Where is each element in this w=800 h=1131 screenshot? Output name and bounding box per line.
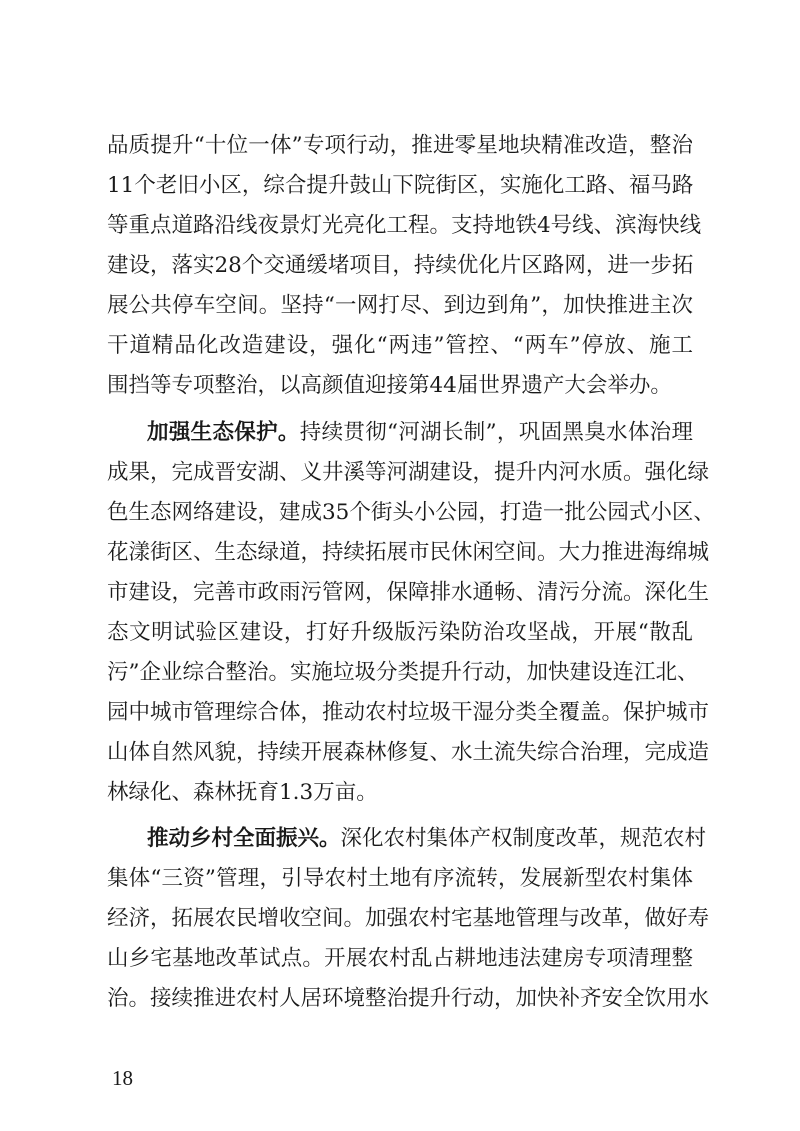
text-line: 11个老旧小区，综合提升鼓山下院街区，实施化工路、福马路 xyxy=(107,173,694,198)
text-line: 污”企业综合整治。实施垃圾分类提升行动，加快建设连江北、 xyxy=(107,660,699,685)
text-line: 花漾街区、生态绿道，持续拓展市民休闲空间。大力推进海绵城 xyxy=(107,540,710,565)
text-line: 品质提升“十位一体”专项行动，推进零星地块精准改造，整治 xyxy=(107,133,693,158)
text-line: 色生态网络建设，建成35个街头小公园，打造一批公园式小区、 xyxy=(107,500,715,525)
text-line: 林绿化、森林抚育1.3万亩。 xyxy=(107,780,378,805)
text-line: 态文明试验区建设，打好升级版污染防治攻坚战，开展“散乱 xyxy=(107,620,693,645)
text-line: 集体“三资”管理，引导农村土地有序流转，发展新型农村集体 xyxy=(107,866,693,891)
section-heading: 推动乡村全面振兴。 xyxy=(147,826,341,851)
text-span: 深化农村集体产权制度改革，规范农村 xyxy=(340,826,707,851)
text-span: 持续贯彻“河湖长制”，巩固黑臭水体治理 xyxy=(299,420,693,445)
text-line: 建设，落实28个交通缓堵项目，持续优化片区路网，进一步拓 xyxy=(107,253,694,278)
text-line: 园中城市管理综合体，推动农村垃圾干湿分类全覆盖。保护城市 xyxy=(107,700,710,725)
text-line: 治。接续推进农村人居环境整治提升行动，加快补齐安全饮用水 xyxy=(107,986,710,1011)
text-line: 等重点道路沿线夜景灯光亮化工程。支持地铁4号线、滨海快线 xyxy=(107,213,702,238)
text-line xyxy=(107,413,693,453)
text-line: 经济，拓展农民增收空间。加强农村宅基地管理与改革，做好寿 xyxy=(107,906,710,931)
text-line: 干道精品化改造建设，强化“两违”管控、“两车”停放、施工 xyxy=(107,333,693,358)
text-line xyxy=(107,819,707,859)
text-line: 山乡宅基地改革试点。开展农村乱占耕地违法建房专项清理整 xyxy=(107,946,693,971)
text-line: 市建设，完善市政雨污管网，保障排水通畅、清污分流。深化生 xyxy=(107,580,710,605)
text-line: 展公共停车空间。坚持“一网打尽、到边到角”，加快推进主次 xyxy=(107,293,693,318)
page-number: 18 xyxy=(112,1066,133,1090)
section-heading: 加强生态保护。 xyxy=(147,420,300,445)
text-line: 围挡等专项整治，以高颜值迎接第44届世界遗产大会举办。 xyxy=(107,373,672,398)
text-line: 山体自然风貌，持续开展森林修复、水土流失综合治理，完成造 xyxy=(107,740,710,765)
text-line: 成果，完成晋安湖、义井溪等河湖建设，提升内河水质。强化绿 xyxy=(107,460,710,485)
